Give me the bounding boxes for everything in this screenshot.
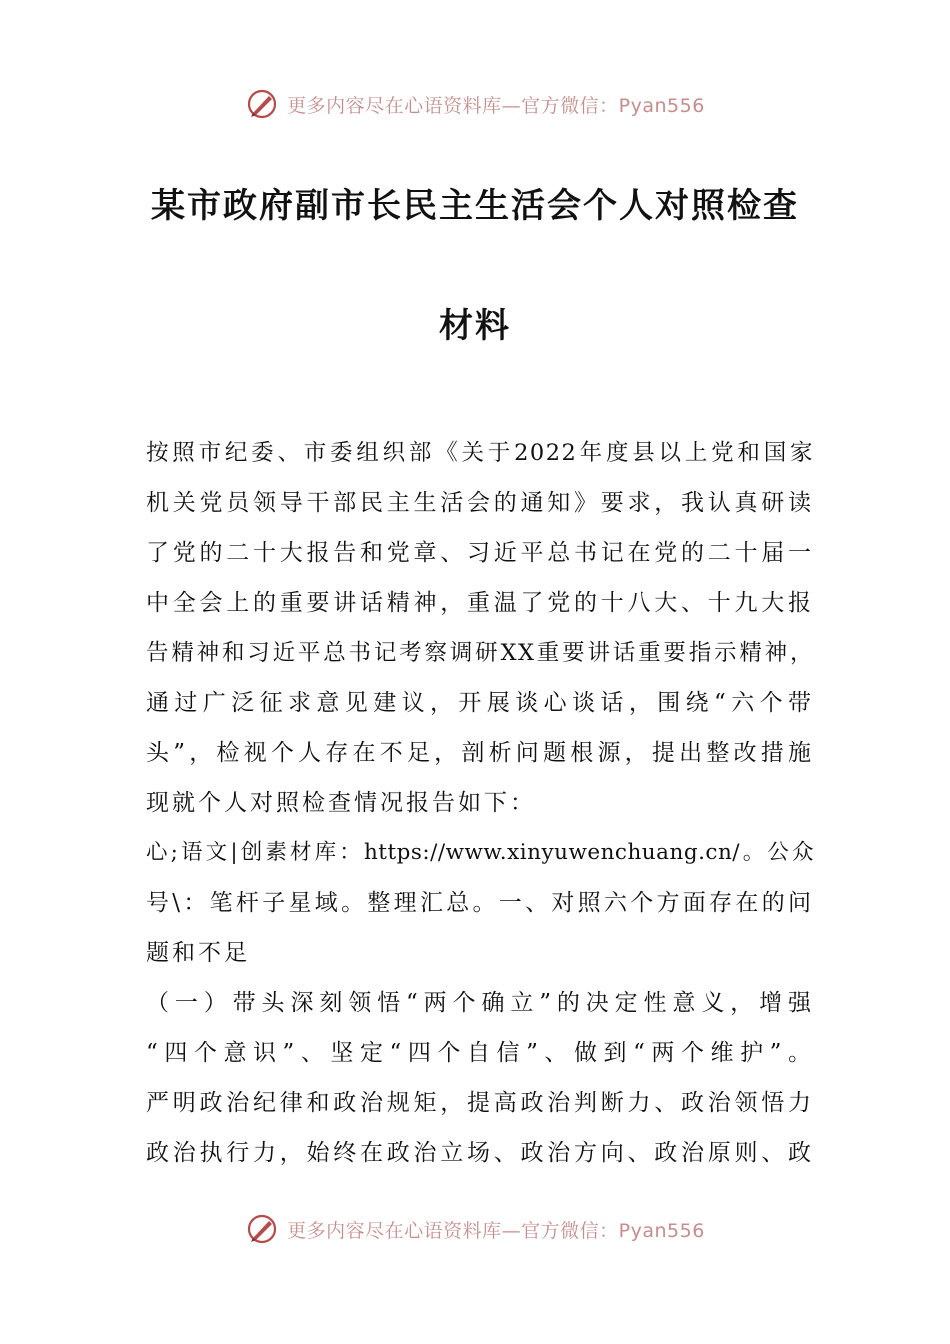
document-body: [146, 428, 814, 1178]
pen-logo-icon: [245, 1212, 279, 1246]
body-line: 通过广泛征求意见建议，开展谈心谈话，围绕“六个带: [146, 690, 814, 716]
body-line: 号\：笔杆子星域。整理汇总。一、对照六个方面存在的问: [146, 890, 814, 916]
body-line: 现就个人对照检查情况报告如下：: [146, 790, 536, 816]
body-line-source: 心;语文|创素材库：https://www.xinyuwenchuang.cn/。公众: [146, 840, 814, 865]
body-line: “四个意识”、坚定“四个自信”、做到“两个维护”。: [146, 1040, 814, 1066]
watermark-text: 更多内容尽在心语资料库—官方微信：Pyan556: [287, 94, 705, 117]
document-title-line-2: 材料: [439, 306, 511, 346]
watermark-footer: [0, 1209, 950, 1249]
body-line: 题和不足: [146, 940, 250, 966]
body-line: 严明政治纪律和政治规矩，提高政治判断力、政治领悟力: [146, 1090, 814, 1116]
watermark-wechat-id: Pyan556: [618, 1219, 705, 1242]
body-line: 中全会上的重要讲话精神，重温了党的十八大、十九大报: [146, 590, 814, 616]
body-line: 告精神和习近平总书记考察调研XX重要讲话重要指示精神，: [146, 640, 814, 666]
body-line: 头”，检视个人存在不足，剖析问题根源，提出整改措施: [146, 740, 814, 766]
pen-logo-icon: [245, 87, 279, 121]
watermark-wechat-id: Pyan556: [618, 94, 705, 117]
watermark-header: [0, 84, 950, 124]
watermark-text: 更多内容尽在心语资料库—官方微信：Pyan556: [287, 1219, 705, 1242]
body-line: 了党的二十大报告和党章、习近平总书记在党的二十届一: [146, 540, 814, 566]
body-line: （一）带头深刻领悟“两个确立”的决定性意义，增强: [146, 990, 814, 1016]
body-line: 按照市纪委、市委组织部《关于2022年度县以上党和国家: [146, 440, 814, 466]
document-title-line-1: 某市政府副市长民主生活会个人对照检查: [151, 186, 799, 226]
body-line: 机关党员领导干部民主生活会的通知》要求，我认真研读: [146, 490, 814, 516]
body-line: 政治执行力，始终在政治立场、政治方向、政治原则、政: [146, 1140, 814, 1166]
